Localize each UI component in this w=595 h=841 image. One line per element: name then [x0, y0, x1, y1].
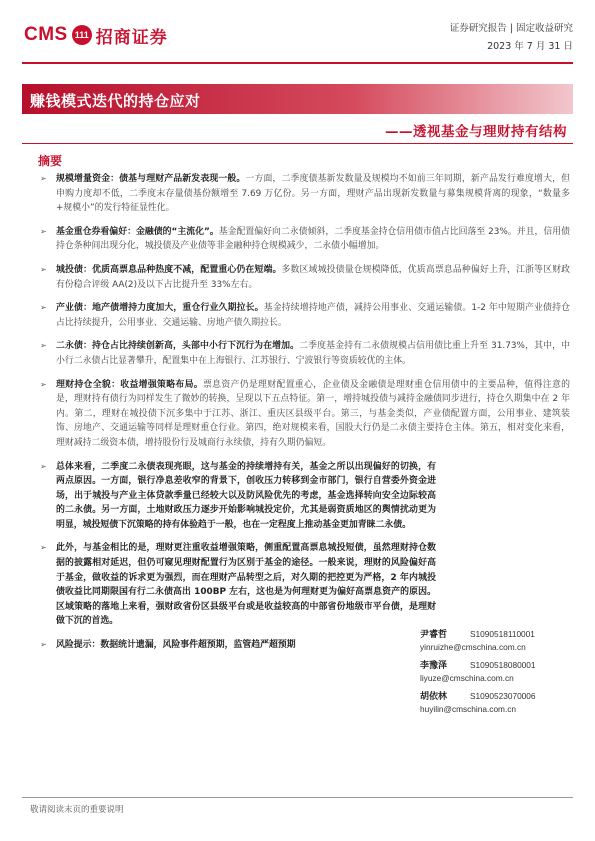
abstract-bullet — [40, 460, 436, 533]
company-logo — [24, 22, 168, 48]
analyst-card — [420, 658, 580, 683]
bullet-body: 票息资产仍是理财配置重心，企业债及金融债是理财重仓信用债中的主要品种，值得注意的是，理财持有债行为同样发生了微妙的转换，呈现以下五点特征。第一，增持城投债与减持金融债同步进行，持仓久期集中在 2 年内。第二，理财在城投债下沉多集中于江苏、浙江、重庆区县级平台。第三，与基金类似，产业债配置方面，公用事业、建筑装饰、房地产、交通运输等同样是理财重仓行业。第四，绝对规模来看，国股大行仍是二永债主要持仓主体。第五，相对变化来看，理财减持二级资本债，增持股份行及城商行永续债，持有久期仍偏短。 — [56, 379, 571, 448]
analyst-list — [420, 627, 580, 720]
analyst-name: 李豫泽 — [420, 661, 448, 671]
abstract-heading: 摘要 — [38, 154, 63, 168]
abstract-bullets — [40, 172, 570, 662]
report-type: 证券研究报告 | 固定收益研究 — [449, 23, 573, 34]
page-header — [0, 0, 595, 70]
analyst-row — [420, 689, 580, 702]
bullet-body: 此外，与基金相比的是，理财更注重收益增强策略，侧重配置高票息城投短债，虽然理财持仓数据的披露相对延迟，但仍可窥见理财配置行为区别于基金的途径。一般来说，理财的风险偏好高于基金，做收益的诉求更为强烈，而在理财产品转型之后，对久期的把控更为严格，2 年内城投债收益比同期限国有行二永债高出 100BP 左右，这也是为何理财更为偏好高票息资产的原因。区域策略的落地上来看，强财政省份区县级平台或是收益较高的中部省份地级市平台债，是理财做下沉的首选。 — [56, 543, 436, 627]
analyst-name: 胡依林 — [420, 692, 448, 702]
bullet-body: 基金配置偏好向二永债倾斜，二季度基金持仓信用债市值占比回落至 23%。并且，信用债持仓条种间出现分化，城投债及产业债等非金融种持仓规模减少，二永债小幅增加。 — [56, 226, 570, 252]
bullet-arrow-icon: ➢ — [40, 264, 47, 274]
bullet-lead: 基金重仓券看偏好：金融债的“主流化”。 — [56, 226, 219, 237]
bullet-lead: 规模增量资金：债基与理财产品新发表现一般。 — [56, 174, 246, 184]
analyst-cert-id: S1090523070006 — [470, 691, 536, 701]
bullet-body: 总体来看，二季度二永债表现亮眼，这与基金的持续增持有关，基金之所以出现偏好的切换，有两点原因。一方面，银行净息差收窄的背景下，创收压力转移到金市部门，银行自营委外资金进场，出于城投与产业主体贷款季量已经较大以及防风险优先的考虑，基金选择转向安全边际较高的二永债。另一方面，土地财政压力逐步开始影响城投定价，尤其是弱资质地区的舆情扰动更为明显，城投短债下沉策略的持有体验趋于一般，也在一定程度上推动基金更加青睐二永债。 — [56, 461, 436, 530]
logo-badge-icon: 111 — [72, 25, 92, 45]
title-band — [22, 84, 573, 114]
header-meta — [450, 20, 573, 52]
abstract-bullet — [40, 378, 570, 451]
abstract-bullet — [40, 541, 436, 629]
logo-cn-text: 招商证券 — [95, 27, 168, 48]
bullet-body: 风险提示：数据统计遗漏，风险事件超预期，监管趋严超预期 — [56, 640, 296, 651]
abstract-bullet — [40, 263, 570, 292]
abstract-bullet — [40, 339, 570, 368]
bullet-lead: 二永债：持仓占比持续创新高，头部中小行下沉行为在增加。 — [56, 341, 300, 352]
report-date: 2023 年 7 月 31 日 — [487, 41, 573, 52]
analyst-card — [420, 627, 580, 652]
report-title: 赚钱模式迭代的持仓应对 — [30, 92, 201, 110]
analyst-name: 尹睿哲 — [420, 630, 448, 640]
bullet-arrow-icon: ➢ — [40, 379, 47, 389]
header-divider — [22, 62, 573, 64]
logo-cms-text: CMS — [24, 24, 68, 45]
bullet-body: 一方面，二季度债基新发数量及规模均不如前三年同期，新产品发行难度增大，但申购力度却不低，二季度末存量债基份额增至 7.69 万亿份。另一方面，理财产品出现新发数量与募集规模背离的现象，“数量多+规模小”的发行特征显性化。 — [56, 174, 570, 214]
subtitle-divider — [22, 143, 573, 144]
bullet-arrow-icon: ➢ — [40, 303, 47, 313]
bullet-lead: 理财持仓全貌：收益增强策略布局。 — [56, 379, 203, 390]
analyst-cert-id: S1090518110001 — [470, 629, 535, 639]
report-subtitle: ——透视基金与理财持有结构 — [385, 124, 567, 140]
abstract-bullet — [40, 172, 570, 216]
abstract-bullet — [40, 301, 570, 330]
abstract-bullet — [40, 638, 436, 653]
footer-disclaimer: 敬请阅读末页的重要说明 — [30, 805, 124, 815]
bullet-arrow-icon: ➢ — [40, 543, 47, 553]
bullet-arrow-icon: ➢ — [40, 640, 47, 650]
bullet-arrow-icon: ➢ — [40, 461, 47, 471]
bullet-body: 多数区域城投债量仓规模降低，优质高票息品种偏好上升，江浙等区财政有份稳合评级 AA(2)及以下占比提升至 33%左右。 — [56, 264, 570, 290]
bullet-body: 二季度基金持有二永债规模占信用债比重上升至 31.73%，其中，中小行二永债占比显著攀升，配置集中在上海银行、江苏银行、宁波银行等资质较优的主体。 — [56, 341, 570, 366]
bullet-lead: 城投债：优质高票息品种热度不减，配置重心仍在短端。 — [56, 264, 282, 275]
bullet-arrow-icon: ➢ — [40, 226, 47, 236]
bullet-arrow-icon: ➢ — [40, 174, 47, 183]
bullet-arrow-icon: ➢ — [40, 341, 47, 351]
analyst-email: huyilin@cmschina.com.cn — [420, 704, 517, 714]
analyst-cert-id: S1090518080001 — [470, 660, 536, 670]
analyst-email: liyuze@cmschina.com.cn — [420, 673, 514, 683]
analyst-row — [420, 627, 580, 640]
bullet-body: 基金持续增持地产债，减持公用事业、交通运输债。1-2 年中短期产业债持仓占比持续提升，公用事业、交通运输、房地产债久期拉长。 — [56, 303, 570, 328]
footer-divider — [22, 797, 573, 798]
analyst-card — [420, 689, 580, 714]
analyst-email: yinruizhe@cmschina.com.cn — [420, 642, 526, 652]
abstract-bullet — [40, 225, 570, 254]
bullet-lead: 产业债：地产债增持力度加大，重仓行业久期拉长。 — [56, 303, 264, 314]
analyst-row — [420, 658, 580, 671]
